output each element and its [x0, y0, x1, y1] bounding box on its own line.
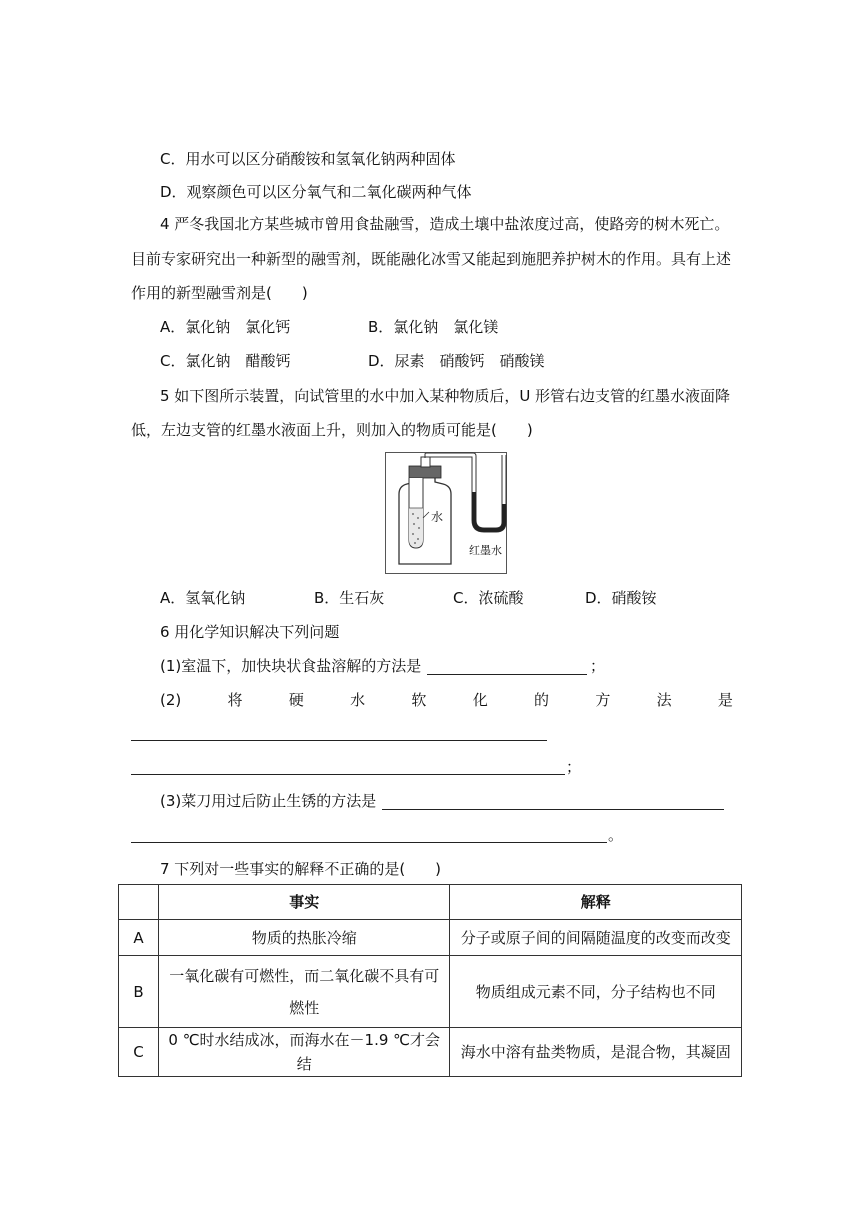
q6-part2-word: 将	[227, 691, 243, 709]
q6-title: 6 用化学知识解决下列问题	[160, 623, 340, 641]
q6-part1-end: ；	[590, 657, 606, 675]
q6-part2-blank-1[interactable]	[131, 740, 547, 741]
q3-option-c: C．用水可以区分硝酸铵和氢氧化钠两种固体	[160, 150, 456, 168]
q5-stem-line-2: 低，左边支管的红墨水液面上升，则加入的物质可能是( )	[131, 421, 533, 439]
q6-part3-end: 。	[608, 826, 624, 844]
fact-line: 物质的热胀冷缩	[251, 928, 357, 947]
q3-option-d: D．观察颜色可以区分氧气和二氧化碳两种气体	[160, 183, 472, 201]
q6-part2-word: 方	[595, 691, 611, 709]
q5-option-b: B．生石灰	[314, 589, 385, 607]
q6-part2-word: 软	[411, 691, 427, 709]
fact-line: 0 ℃时水结成冰，而海水在－1.9 ℃才会结	[168, 1031, 441, 1073]
q6-part2-word: 是	[717, 691, 733, 709]
header-cell: 解释	[450, 885, 742, 920]
header-cell: 事实	[158, 885, 450, 920]
q4-stem-line-1: 4 严冬我国北方某些城市曾用食盐融雪，造成土壤中盐浓度过高，使路旁的树木死亡。	[160, 215, 730, 233]
q4-option-c: C．氯化钠 醋酸钙	[160, 352, 291, 370]
q5-option-c: C．浓硫酸	[453, 589, 524, 607]
q6-part2-word: 化	[472, 691, 488, 709]
row-label: B	[119, 956, 159, 1028]
q5-stem-line-1: 5 如下图所示装置，向试管里的水中加入某种物质后，U 形管右边支管的红墨水液面降	[160, 387, 731, 405]
fact-cell	[158, 956, 450, 1028]
fact-cell	[158, 1028, 450, 1077]
q4-option-a: A．氯化钠 氯化钙	[160, 318, 291, 336]
q4-stem-line-3: 作用的新型融雪剂是( )	[131, 284, 308, 302]
fact-line: 一氧化碳有可燃性，而二氧化碳不具有可	[169, 966, 440, 985]
q6-part3-blank-1[interactable]	[382, 809, 724, 810]
q4-option-b: B．氯化钠 氯化镁	[368, 318, 499, 336]
table-row	[119, 1028, 742, 1077]
table-header-row	[119, 885, 742, 920]
explanation-cell	[450, 920, 742, 956]
explanation-line: 物质组成元素不同，分子结构也不同	[475, 982, 716, 1001]
q6-part2-blank-2[interactable]	[131, 774, 565, 775]
row-label: A	[119, 920, 159, 956]
q6-part2-word: 法	[656, 691, 672, 709]
explanation-cell	[450, 956, 742, 1028]
q6-part2-word: 硬	[288, 691, 304, 709]
explanation-cell	[450, 1028, 742, 1077]
fact-cell	[158, 920, 450, 956]
q6-part2-word: 水	[350, 691, 366, 709]
q6-part2-word: (2)	[160, 691, 182, 709]
apparatus-figure	[385, 452, 507, 578]
q6-part2-text	[160, 689, 733, 711]
q6-part1-blank[interactable]	[427, 674, 587, 675]
q6-part2-word: 的	[534, 691, 550, 709]
q6-part2-end: ；	[566, 758, 582, 776]
q6-part1-text: (1)室温下，加快块状食盐溶解的方法是	[160, 657, 422, 675]
header-cell	[119, 885, 159, 920]
fact-line: 燃性	[289, 998, 320, 1017]
facts-table	[118, 884, 742, 1077]
explanation-line: 海水中溶有盐类物质，是混合物，其凝固	[460, 1043, 731, 1061]
row-label: C	[119, 1028, 159, 1077]
water-label: 水	[431, 510, 444, 524]
q7-title: 7 下列对一些事实的解释不正确的是( )	[160, 860, 442, 878]
explanation-line: 分子或原子间的间隔随温度的改变而改变	[460, 928, 731, 947]
q4-stem-line-2: 目前专家研究出一种新型的融雪剂，既能融化冰雪又能起到施肥养护树木的作用。具有上述	[131, 250, 732, 268]
q5-option-a: A．氢氧化钠	[160, 589, 246, 607]
q6-part3-blank-2[interactable]	[131, 842, 607, 843]
q6-part3-text: (3)菜刀用过后防止生锈的方法是	[160, 792, 377, 810]
red-ink-label: 红墨水	[469, 544, 502, 557]
table-row	[119, 920, 742, 956]
q4-option-d: D．尿素 硝酸钙 硝酸镁	[368, 352, 545, 370]
q5-option-d: D．硝酸铵	[585, 589, 657, 607]
table-row	[119, 956, 742, 1028]
